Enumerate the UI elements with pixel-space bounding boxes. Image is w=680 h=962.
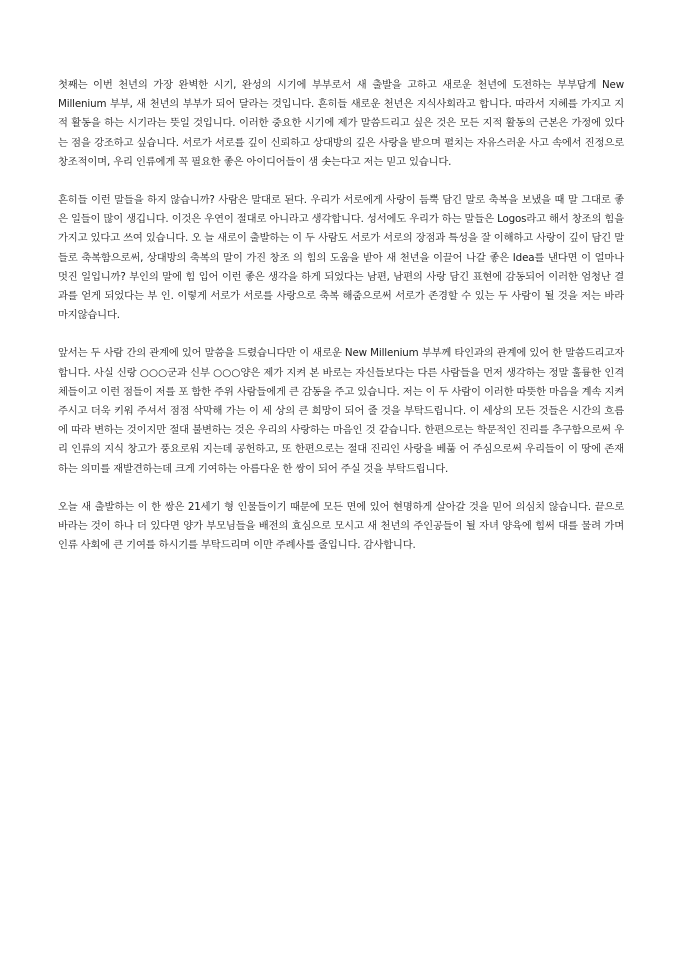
paragraph-2: 흔히들 이런 말들을 하지 않습니까? 사람은 말대로 된다. 우리가 서로에게 사랑이 듬뿍 담긴 말로 축복을 보냈을 때 말 그대로 좋은 일들이 많이 생깁니다. 이것은 우연이 절대로 아니라고 생각합니다. 성서에도 우리가 하는 말들은 Logos라고 해서 창조의 힘을 가지고 있다고 쓰여 있습니다. 오 늘 새로이 출발하는 이 두 사람도 서로가 서로의 장점과 특성을 잘 이해하고 사랑이 깊이 담긴 말들로 축복함으로써, 상대방의 축복의 말이 가진 창조 의 힘의 도움을 받아 새 천년을 이끌어 나갈 좋은 Idea를 낸다면 이 얼마나 멋진 일입니까? 부인의 말에 힘 입어 이런 좋은 생각을 하게 되었다는 남편, 남편의 사랑 담긴 표현에 감동되어 이러한 엄청난 결과를 얻게 되었다는 부 인. 이렇게 서로가 서로를 사랑으로 축복 해줌으로써 서로가 존경할 수 있는 두 사람이 될 것을 저는 바라 마지않습니다. [58,194,624,322]
paragraph-3: 앞서는 두 사람 간의 관계에 있어 말씀을 드렸습니다만 이 새로운 New Millenium 부부께 타인과의 관계에 있어 한 말씀드리고자 합니다. 사실 신랑 ○○○군과 신부 ○○○양은 제가 지켜 본 바로는 자신들보다는 다른 사람들을 먼저 생각하는 정말 훌륭한 인격체들이고 이런 점들이 저를 포 함한 주위 사람들에게 큰 감동을 주고 있습니다. 저는 이 두 사람이 이러한 따뜻한 마음을 계속 지켜 주시고 더욱 키워 주셔서 점점 삭막해 가는 이 세 상의 큰 희망이 되어 줄 것을 부탁드립니다. 이 세상의 모든 것들은 시간의 흐름에 따라 변하는 것이지만 절대 불변하는 것은 우리의 사랑하는 마음인 것 같습니다. 한편으로는 학문적인 진리를 추구함으로써 우리 인류의 지식 창고가 풍요로워 지는데 공헌하고, 또 한편으로는 절대 진리인 사랑을 베풂 어 주심으로써 우리들이 이 땅에 존재하는 의미를 재발견하는데 크게 기여하는 아름다운 한 쌍이 되어 주실 것을 부탁드립니다. [58,347,624,475]
paragraph-1: 첫째는 이번 천년의 가장 완벽한 시기, 완성의 시기에 부부로서 새 출발을 고하고 새로운 천년에 도전하는 부부답게 New Millenium 부부, 새 천년의 부부가 되어 달라는 것입니다. 흔히들 새로운 천년은 지식사회라고 합니다. 따라서 지혜를 가지고 지적 활동을 하는 시기라는 뜻일 것입니다. 이러한 중요한 시기에 제가 말씀드리고 싶은 것은 모든 지적 활동의 근본은 가정에 있다는 점을 강조하고 싶습니다. 서로가 서로를 깊이 신뢰하고 상대방의 깊은 사랑을 받으며 펼치는 자유스러운 사고 속에서 진정으로 창조적이며, 우리 인류에게 꼭 필요한 좋은 아이디어들이 샘 솟는다고 저는 믿고 있습니다. [58,79,624,168]
paragraph-4: 오늘 새 출발하는 이 한 쌍은 21세기 형 인물들이기 때문에 모든 면에 있어 현명하게 살아갈 것을 믿어 의심치 않습니다. 끝으로 바라는 것이 하나 더 있다면 양가 부모님들을 배전의 효심으로 모시고 새 천년의 주인공들이 될 자녀 양육에 힘써 대를 물려 가며 인류 사회에 큰 기여를 하시기를 부탁드리며 이만 주례사를 줄입니다. 감사합니다. [58,500,624,552]
document-body [58,76,624,574]
